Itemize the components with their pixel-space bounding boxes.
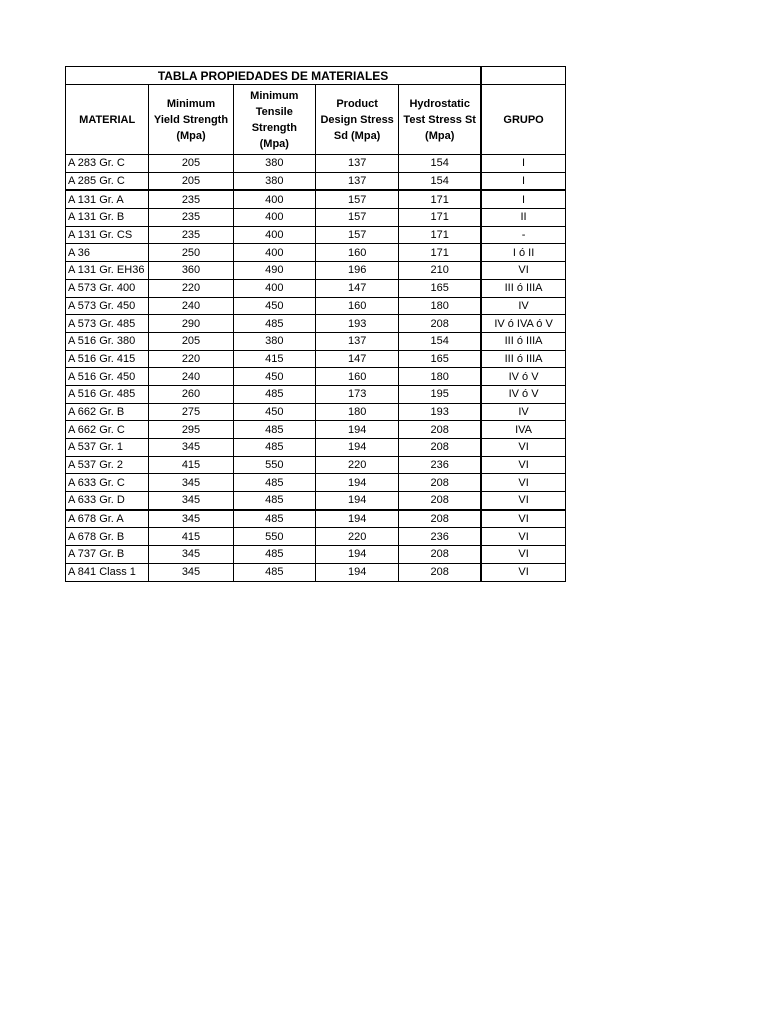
cell-design-stress: 137 xyxy=(315,155,398,173)
header-line: Minimum xyxy=(250,89,299,102)
cell-grupo: VI xyxy=(481,510,565,528)
cell-tensile-strength: 400 xyxy=(233,190,315,208)
cell-grupo: IVA xyxy=(481,421,565,439)
cell-hydrostatic-test-stress: 208 xyxy=(399,492,481,510)
cell-hydrostatic-test-stress: 193 xyxy=(399,403,481,421)
cell-hydrostatic-test-stress: 208 xyxy=(399,439,481,457)
cell-yield-strength: 235 xyxy=(149,226,233,244)
cell-hydrostatic-test-stress: 171 xyxy=(399,190,481,208)
cell-grupo: VI xyxy=(481,546,565,564)
cell-grupo: IV xyxy=(481,297,565,315)
cell-grupo: VI xyxy=(481,262,565,280)
cell-design-stress: 137 xyxy=(315,332,398,350)
table-row xyxy=(66,155,566,173)
cell-grupo: VI xyxy=(481,474,565,492)
cell-tensile-strength: 485 xyxy=(233,421,315,439)
cell-tensile-strength: 450 xyxy=(233,403,315,421)
cell-material: A 573 Gr. 400 xyxy=(66,279,149,297)
cell-yield-strength: 205 xyxy=(149,155,233,173)
title-blank-cell xyxy=(481,67,565,85)
table-row xyxy=(66,492,566,510)
cell-design-stress: 194 xyxy=(315,421,398,439)
cell-tensile-strength: 450 xyxy=(233,297,315,315)
header-material xyxy=(66,85,149,155)
cell-hydrostatic-test-stress: 236 xyxy=(399,456,481,474)
cell-grupo: IV ó V xyxy=(481,385,565,403)
table-row xyxy=(66,332,566,350)
header-design-stress xyxy=(315,85,398,155)
cell-grupo: - xyxy=(481,226,565,244)
cell-yield-strength: 220 xyxy=(149,279,233,297)
cell-design-stress: 157 xyxy=(315,226,398,244)
cell-tensile-strength: 490 xyxy=(233,262,315,280)
table-row xyxy=(66,474,566,492)
cell-design-stress: 194 xyxy=(315,474,398,492)
cell-hydrostatic-test-stress: 208 xyxy=(399,315,481,333)
header-tensile-strength xyxy=(233,85,315,155)
cell-yield-strength: 235 xyxy=(149,209,233,227)
table-row xyxy=(66,190,566,208)
table-title-row xyxy=(66,67,566,85)
cell-yield-strength: 345 xyxy=(149,546,233,564)
cell-design-stress: 157 xyxy=(315,209,398,227)
cell-tensile-strength: 485 xyxy=(233,546,315,564)
table-row xyxy=(66,262,566,280)
cell-design-stress: 220 xyxy=(315,456,398,474)
cell-grupo: I xyxy=(481,190,565,208)
cell-design-stress: 160 xyxy=(315,244,398,262)
cell-grupo: II xyxy=(481,209,565,227)
cell-grupo: VI xyxy=(481,528,565,546)
cell-design-stress: 137 xyxy=(315,172,398,190)
cell-material: A 131 Gr. A xyxy=(66,190,149,208)
cell-tensile-strength: 485 xyxy=(233,385,315,403)
cell-tensile-strength: 550 xyxy=(233,456,315,474)
header-line: Yield Strength xyxy=(153,113,229,126)
cell-design-stress: 160 xyxy=(315,297,398,315)
header-line: (Mpa) xyxy=(425,129,455,142)
cell-hydrostatic-test-stress: 236 xyxy=(399,528,481,546)
header-grupo xyxy=(481,85,565,155)
cell-tensile-strength: 485 xyxy=(233,492,315,510)
header-line: Hydrostatic xyxy=(409,97,470,110)
cell-hydrostatic-test-stress: 165 xyxy=(399,279,481,297)
cell-yield-strength: 295 xyxy=(149,421,233,439)
cell-hydrostatic-test-stress: 180 xyxy=(399,297,481,315)
cell-yield-strength: 345 xyxy=(149,563,233,581)
cell-material: A 516 Gr. 485 xyxy=(66,385,149,403)
cell-material: A 841 Class 1 xyxy=(66,563,149,581)
cell-material: A 516 Gr. 380 xyxy=(66,332,149,350)
cell-grupo: I ó II xyxy=(481,244,565,262)
cell-tensile-strength: 550 xyxy=(233,528,315,546)
header-line: MATERIAL xyxy=(79,113,136,126)
table-body xyxy=(66,155,566,582)
table-row xyxy=(66,244,566,262)
cell-grupo: III ó IIIA xyxy=(481,350,565,368)
cell-design-stress: 194 xyxy=(315,510,398,528)
header-yield-strength xyxy=(149,85,233,155)
cell-yield-strength: 235 xyxy=(149,190,233,208)
table-row xyxy=(66,403,566,421)
cell-design-stress: 147 xyxy=(315,279,398,297)
cell-design-stress: 193 xyxy=(315,315,398,333)
cell-hydrostatic-test-stress: 180 xyxy=(399,368,481,386)
table-row xyxy=(66,563,566,581)
cell-grupo: IV ó V xyxy=(481,368,565,386)
cell-hydrostatic-test-stress: 208 xyxy=(399,563,481,581)
cell-design-stress: 160 xyxy=(315,368,398,386)
column-header-row xyxy=(66,85,566,155)
cell-tensile-strength: 400 xyxy=(233,209,315,227)
cell-yield-strength: 205 xyxy=(149,172,233,190)
cell-yield-strength: 415 xyxy=(149,456,233,474)
table-row xyxy=(66,209,566,227)
cell-design-stress: 194 xyxy=(315,492,398,510)
cell-hydrostatic-test-stress: 208 xyxy=(399,510,481,528)
header-hydrostatic-test-stress xyxy=(399,85,481,155)
cell-design-stress: 147 xyxy=(315,350,398,368)
header-line: (Mpa) xyxy=(259,137,289,150)
table-row xyxy=(66,368,566,386)
cell-grupo: VI xyxy=(481,439,565,457)
cell-yield-strength: 360 xyxy=(149,262,233,280)
table-row xyxy=(66,350,566,368)
cell-material: A 285 Gr. C xyxy=(66,172,149,190)
cell-material: A 36 xyxy=(66,244,149,262)
cell-grupo: VI xyxy=(481,456,565,474)
cell-design-stress: 196 xyxy=(315,262,398,280)
cell-material: A 662 Gr. C xyxy=(66,421,149,439)
cell-design-stress: 220 xyxy=(315,528,398,546)
table-row xyxy=(66,315,566,333)
cell-grupo: VI xyxy=(481,563,565,581)
header-line: Product xyxy=(336,97,378,110)
cell-tensile-strength: 380 xyxy=(233,332,315,350)
cell-material: A 537 Gr. 2 xyxy=(66,456,149,474)
materials-properties-table xyxy=(65,66,566,582)
table-row xyxy=(66,421,566,439)
table-row xyxy=(66,546,566,564)
cell-tensile-strength: 485 xyxy=(233,439,315,457)
cell-design-stress: 180 xyxy=(315,403,398,421)
cell-design-stress: 194 xyxy=(315,563,398,581)
cell-yield-strength: 220 xyxy=(149,350,233,368)
cell-yield-strength: 240 xyxy=(149,297,233,315)
cell-tensile-strength: 380 xyxy=(233,155,315,173)
cell-hydrostatic-test-stress: 154 xyxy=(399,172,481,190)
cell-material: A 131 Gr. EH36 xyxy=(66,262,149,280)
cell-design-stress: 157 xyxy=(315,190,398,208)
table-row xyxy=(66,226,566,244)
cell-yield-strength: 275 xyxy=(149,403,233,421)
cell-yield-strength: 260 xyxy=(149,385,233,403)
cell-material: A 283 Gr. C xyxy=(66,155,149,173)
table-row xyxy=(66,439,566,457)
cell-material: A 662 Gr. B xyxy=(66,403,149,421)
header-line: Design Stress xyxy=(320,113,394,126)
cell-grupo: IV xyxy=(481,403,565,421)
cell-hydrostatic-test-stress: 154 xyxy=(399,332,481,350)
cell-yield-strength: 345 xyxy=(149,510,233,528)
table-title: TABLA PROPIEDADES DE MATERIALES xyxy=(66,67,482,85)
cell-yield-strength: 345 xyxy=(149,439,233,457)
cell-grupo: VI xyxy=(481,492,565,510)
cell-hydrostatic-test-stress: 171 xyxy=(399,244,481,262)
cell-grupo: I xyxy=(481,155,565,173)
cell-hydrostatic-test-stress: 195 xyxy=(399,385,481,403)
cell-yield-strength: 345 xyxy=(149,492,233,510)
cell-material: A 573 Gr. 450 xyxy=(66,297,149,315)
cell-tensile-strength: 400 xyxy=(233,226,315,244)
cell-grupo: I xyxy=(481,172,565,190)
table-row xyxy=(66,510,566,528)
header-line: (Mpa) xyxy=(176,129,206,142)
header-line: Test Stress St xyxy=(403,113,476,126)
cell-material: A 633 Gr. C xyxy=(66,474,149,492)
cell-material: A 131 Gr. CS xyxy=(66,226,149,244)
cell-tensile-strength: 485 xyxy=(233,315,315,333)
cell-hydrostatic-test-stress: 171 xyxy=(399,209,481,227)
cell-material: A 573 Gr. 485 xyxy=(66,315,149,333)
cell-hydrostatic-test-stress: 210 xyxy=(399,262,481,280)
cell-yield-strength: 205 xyxy=(149,332,233,350)
cell-material: A 516 Gr. 415 xyxy=(66,350,149,368)
cell-yield-strength: 240 xyxy=(149,368,233,386)
cell-material: A 678 Gr. B xyxy=(66,528,149,546)
header-line: GRUPO xyxy=(503,113,544,126)
cell-tensile-strength: 380 xyxy=(233,172,315,190)
cell-design-stress: 173 xyxy=(315,385,398,403)
cell-grupo: IV ó IVA ó V xyxy=(481,315,565,333)
cell-tensile-strength: 485 xyxy=(233,563,315,581)
table-row xyxy=(66,528,566,546)
header-line: Strength xyxy=(251,121,297,134)
cell-hydrostatic-test-stress: 208 xyxy=(399,546,481,564)
cell-material: A 678 Gr. A xyxy=(66,510,149,528)
cell-material: A 737 Gr. B xyxy=(66,546,149,564)
cell-hydrostatic-test-stress: 165 xyxy=(399,350,481,368)
table-row xyxy=(66,385,566,403)
cell-tensile-strength: 485 xyxy=(233,510,315,528)
table-row xyxy=(66,279,566,297)
cell-material: A 633 Gr. D xyxy=(66,492,149,510)
table-row xyxy=(66,297,566,315)
cell-tensile-strength: 450 xyxy=(233,368,315,386)
cell-material: A 537 Gr. 1 xyxy=(66,439,149,457)
cell-yield-strength: 250 xyxy=(149,244,233,262)
cell-hydrostatic-test-stress: 171 xyxy=(399,226,481,244)
cell-design-stress: 194 xyxy=(315,439,398,457)
header-line: Tensile xyxy=(255,105,293,118)
table-row xyxy=(66,172,566,190)
header-line: Minimum xyxy=(166,97,216,110)
cell-material: A 516 Gr. 450 xyxy=(66,368,149,386)
cell-hydrostatic-test-stress: 208 xyxy=(399,474,481,492)
header-line: Sd (Mpa) xyxy=(333,129,381,142)
cell-hydrostatic-test-stress: 154 xyxy=(399,155,481,173)
cell-tensile-strength: 400 xyxy=(233,244,315,262)
table-row xyxy=(66,456,566,474)
cell-yield-strength: 415 xyxy=(149,528,233,546)
cell-grupo: III ó IIIA xyxy=(481,279,565,297)
cell-tensile-strength: 485 xyxy=(233,474,315,492)
cell-hydrostatic-test-stress: 208 xyxy=(399,421,481,439)
cell-design-stress: 194 xyxy=(315,546,398,564)
cell-tensile-strength: 400 xyxy=(233,279,315,297)
cell-yield-strength: 345 xyxy=(149,474,233,492)
cell-yield-strength: 290 xyxy=(149,315,233,333)
cell-tensile-strength: 415 xyxy=(233,350,315,368)
cell-material: A 131 Gr. B xyxy=(66,209,149,227)
cell-grupo: III ó IIIA xyxy=(481,332,565,350)
